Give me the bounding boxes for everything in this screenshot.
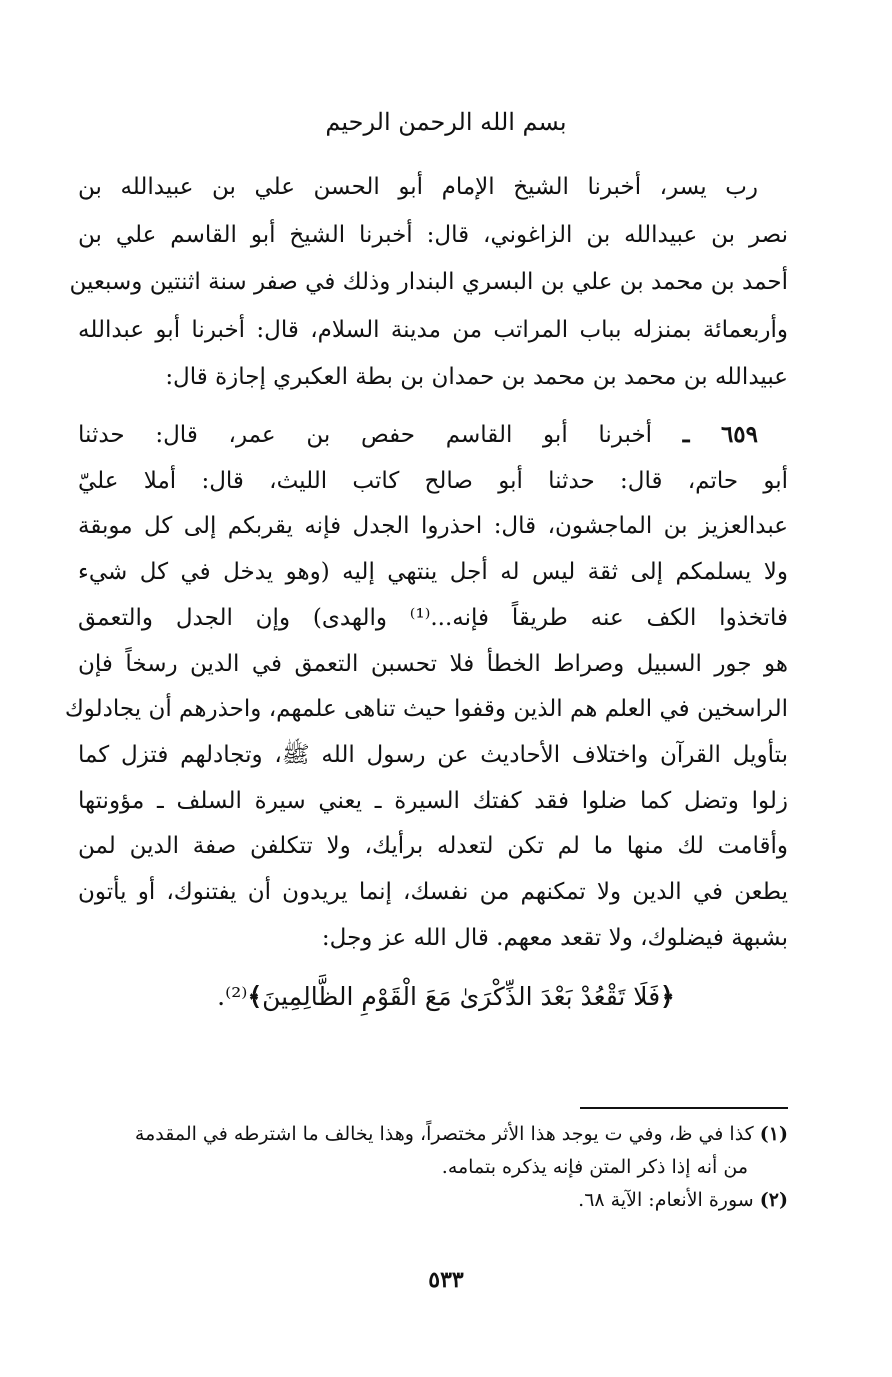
verse-text: فَلَا تَقْعُدْ بَعْدَ الذِّكْرَىٰ مَعَ الْقَوْمِ الظَّالِمِينَ (262, 982, 661, 1011)
hadith-paragraph (64, 412, 789, 961)
verse-close-bracket: ﴾ (247, 982, 263, 1011)
footnote-continuation (78, 1151, 788, 1184)
intro-line: رب يسر، أخبرنا الشيخ الإمام أبو الحسن علي بن عبيدالله بن (78, 174, 758, 200)
footnotes (78, 1118, 788, 1217)
intro-line: أحمد بن محمد بن علي بن البسري البندار وذلك في صفر سنة اثنتين وسبعين (69, 269, 788, 295)
hadith-line: بتأويل القرآن واختلاف الأحاديث عن رسول الله ﷺ، وتجادلهم فتزل كما (78, 741, 788, 768)
footnote-number: (١) (759, 1123, 788, 1145)
hadith-line: أبو حاتم، قال: حدثنا أبو صالح كاتب الليث، قال: أملا عليّ (78, 467, 788, 494)
hadith-line (78, 412, 788, 459)
hadith-text: أخبرنا أبو القاسم حفص بن عمر، قال: حدثنا (78, 422, 653, 448)
hadith-line: وأقامت لك منها ما لم تكن لتعدله برأيك، ولا تتكلفن صفة الدين لمن (78, 833, 788, 860)
hadith-line: ولا يسلمكم إلى ثقة ليس له أجل ينتهي إليه (وهو يدخل في كل شيء (78, 559, 788, 586)
footnote (78, 1118, 788, 1151)
footnote (78, 1184, 788, 1217)
basmala-heading: بسم الله الرحمن الرحيم (325, 108, 567, 136)
page-number: ٥٣٣ (428, 1267, 464, 1293)
intro-line: عبيدالله بن محمد بن محمد بن حمدان بن بطة العكبري إجازة قال: (165, 364, 788, 390)
quran-verse (0, 975, 892, 1019)
footnote-text: من أنه إذا ذكر المتن فإنه يذكره بتمامه. (441, 1156, 748, 1178)
hadith-line: هو جور السبيل وصراط الخطأ فلا تحسبن التعمق في الدين رسخاً فإن (78, 650, 788, 677)
hadith-number: ٦٥٩ ـ (682, 421, 759, 448)
intro-paragraph (69, 164, 788, 402)
hadith-line: فاتخذوا الكف عنه طريقاً فإنه...⁽¹⁾ والهدى) وإن الجدل والتعمق (78, 604, 789, 631)
hadith-line: عبدالعزيز بن الماجشون، قال: احذروا الجدل فإنه يقربكم إلى كل موبقة (78, 513, 788, 540)
verse-footnote-ref: ⁽²⁾. (217, 982, 248, 1011)
verse-open-bracket: ﴿ (660, 982, 675, 1011)
intro-line: نصر بن عبيدالله بن الزاغوني، قال: أخبرنا الشيخ أبو القاسم علي بن (78, 221, 788, 248)
hadith-line: الراسخين في العلم هم الذين وقفوا حيث تناهى علمهم، واحذرهم أن يجادلوك (64, 696, 788, 723)
intro-line: وأربعمائة بمنزله بباب المراتب من مدينة السلام، قال: أخبرنا أبو عبدالله (78, 316, 788, 343)
hadith-line: بشبهة فيضلوك، ولا تقعد معهم. قال الله عز وجل: (321, 924, 788, 951)
footnote-text: كذا في ظ، وفي ت يوجد هذا الأثر مختصراً، وهذا يخالف ما اشترطه في المقدمة (134, 1123, 754, 1145)
hadith-line: يطعن في الدين ولا تمكنهم من نفسك، إنما يريدون أن يفتنوك، أو يأتون (78, 879, 788, 906)
hadith-line: زلوا وتضل كما ضلوا فقد كفتك السيرة ـ يعني سيرة السلف ـ مؤونتها (78, 787, 788, 814)
footnote-divider (580, 1107, 788, 1109)
footnote-number: (٢) (759, 1189, 788, 1211)
footnote-text: سورة الأنعام: الآية ٦٨. (578, 1189, 754, 1211)
